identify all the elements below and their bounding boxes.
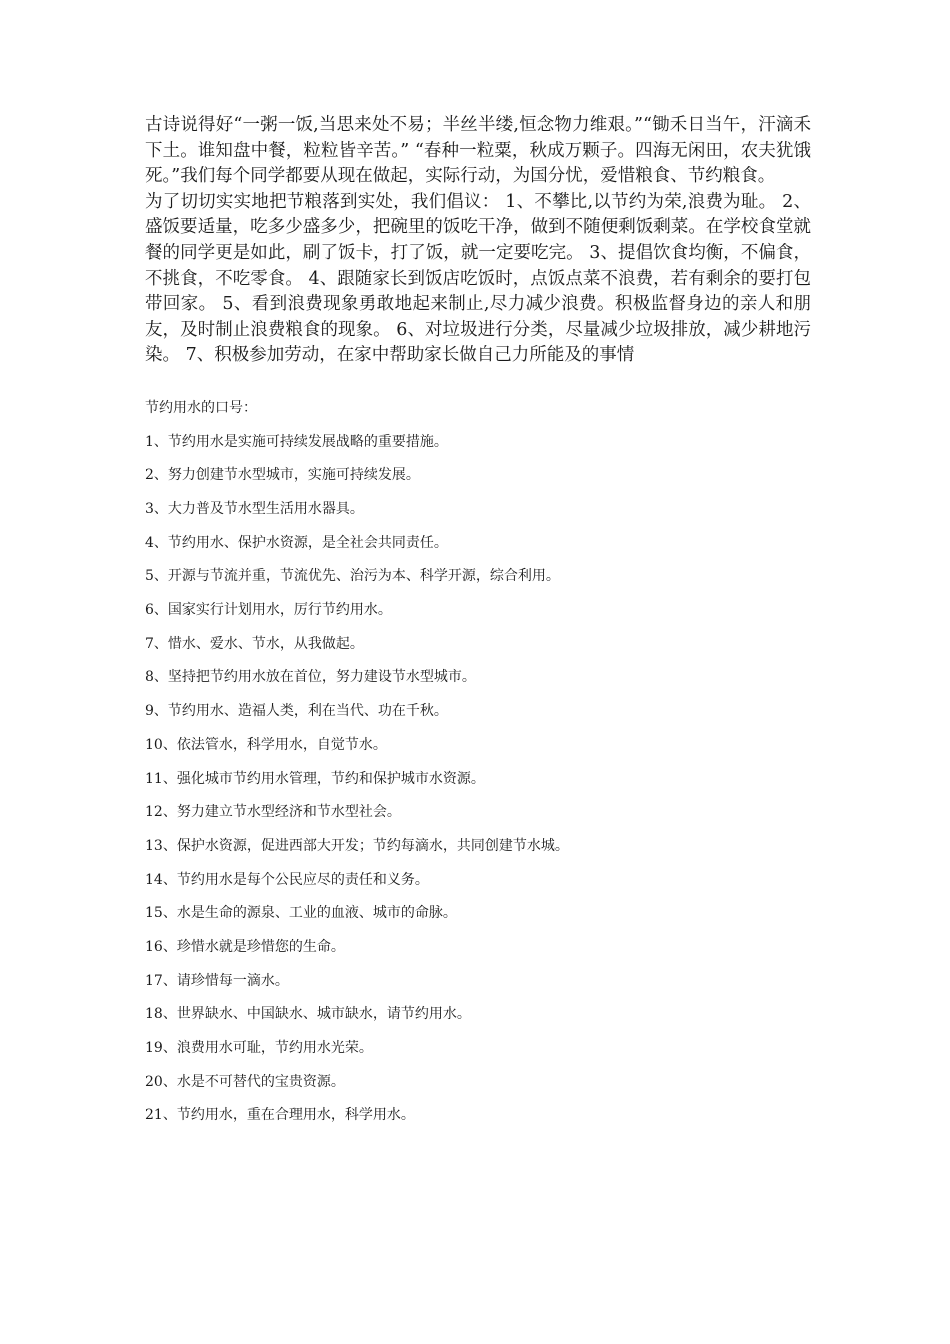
slogan-item: 3、大力普及节水型生活用水器具。 <box>145 501 364 517</box>
slogan-item: 18、世界缺水、中国缺水、城市缺水，请节约用水。 <box>145 1006 471 1023</box>
slogan-item: 2、努力创建节水型城市，实施可持续发展。 <box>145 467 420 484</box>
slogan-item: 16、珍惜水就是珍惜您的生命。 <box>145 938 345 955</box>
slogan-item: 20、水是不可替代的宝贵资源。 <box>145 1073 345 1090</box>
slogan-item: 11、强化城市节约用水管理，节约和保护城市水资源。 <box>145 770 485 787</box>
slogan-item: 17、请珍惜每一滴水。 <box>145 972 289 989</box>
slogan-item: 10、依法管水，科学用水，自觉节水。 <box>145 736 387 753</box>
slogan-item: 13、保护水资源，促进西部大开发；节约每滴水，共同创建节水城。 <box>145 837 569 854</box>
slogan-item: 6、国家实行计划用水，厉行节约用水。 <box>145 602 392 619</box>
document-page <box>145 113 811 1125</box>
slogan-list <box>145 432 811 1126</box>
slogan-item: 12、努力建立节水型经济和节水型社会。 <box>145 804 401 821</box>
slogan-item: 9、节约用水、造福人类，利在当代、功在千秋。 <box>145 703 448 720</box>
proposal-paragraph: 为了切切实实地把节粮落到实处，我们倡议： 1、不攀比,以节约为荣,浪费为耻。 2、盛饭要适量，吃多少盛多少，把碗里的饭吃干净，做到不随便剩饭剩菜。在学校食堂就餐的同学更是如此，刷了饭卡，打了饭，就一定要吃完。 3、提倡饮食均衡，不偏食，不挑食，不吃零食。 4、跟随家长到饭店吃饭时，点饭点菜不浪费，若有剩余的要打包带回家。 5、看到浪费现象勇敢地起来制止,尽力减少浪费。积极监督身边的亲人和朋友，及时制止浪费粮食的现象。 6、对垃圾进行分类，尽量减少垃圾排放，减少耕地污染。 7、积极参加劳动，在家中帮助家长做自己力所能及的事情 <box>145 191 811 366</box>
food-saving-paragraph: 古诗说得好“一粥一饭,当思来处不易；半丝半缕,恒念物力维艰。”“锄禾日当午，汗滴禾下土。谁知盘中餐，粒粒皆辛苦。” “春种一粒粟，秋成万颗子。四海无闲田，农夫犹饿死。”我们每个同学都要从现在做起，实际行动，为国分忧，爱惜粮食、节约粮食。 <box>145 115 811 187</box>
slogan-heading: 节约用水的口号： <box>145 399 257 416</box>
slogan-item: 21、节约用水，重在合理用水，科学用水。 <box>145 1107 415 1124</box>
slogan-item: 1、节约用水是实施可持续发展战略的重要措施。 <box>145 433 448 450</box>
slogan-item: 15、水是生命的源泉、工业的血液、城市的命脉。 <box>145 905 457 922</box>
slogan-item: 4、节约用水、保护水资源，是全社会共同责任。 <box>145 534 448 551</box>
slogan-item: 5、开源与节流并重，节流优先、治污为本、科学开源，综合利用。 <box>145 568 560 585</box>
slogan-item: 7、惜水、爱水、节水，从我做起。 <box>145 635 364 652</box>
slogan-item: 19、浪费用水可耻，节约用水光荣。 <box>145 1040 373 1056</box>
slogan-item: 14、节约用水是每个公民应尽的责任和义务。 <box>145 871 429 888</box>
slogan-item: 8、坚持把节约用水放在首位，努力建设节水型城市。 <box>145 669 476 686</box>
